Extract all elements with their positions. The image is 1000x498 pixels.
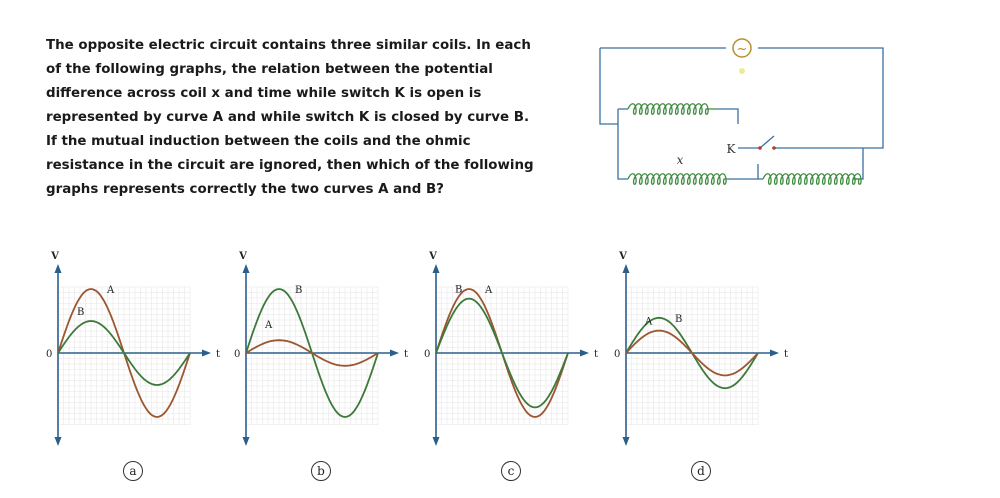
ac-source-icon — [733, 39, 751, 74]
origin-label: 0 — [234, 349, 241, 360]
y-arrow-icon — [623, 264, 630, 273]
x-axis-label: t — [784, 349, 789, 360]
x-arrow-icon — [202, 350, 211, 357]
graph-a — [40, 245, 225, 455]
curve-label: B — [455, 284, 463, 296]
y-arrow-down-icon — [433, 437, 440, 446]
y-arrow-down-icon — [623, 437, 630, 446]
graph-c — [418, 245, 603, 455]
curve-label: A — [485, 285, 493, 296]
curve-label: B — [675, 313, 683, 325]
y-axis-label: V — [239, 251, 247, 262]
circuit-wires — [600, 48, 883, 179]
curve-label: B — [77, 307, 85, 318]
question-line: If the mutual induction between the coils and the ohmic — [46, 134, 471, 149]
x-axis-label: t — [216, 349, 221, 360]
x-arrow-icon — [580, 350, 589, 357]
question-line: resistance in the circuit are ignored, then which of the following — [46, 158, 534, 173]
y-arrow-icon — [243, 264, 250, 273]
option-c-label[interactable]: c — [501, 461, 521, 481]
question-line: represented by curve A and while switch K is closed by curve B. — [46, 110, 530, 125]
grid — [626, 287, 758, 425]
y-arrow-icon — [433, 264, 440, 273]
graph-b — [228, 245, 413, 455]
coil-x-label: x — [676, 153, 684, 167]
y-arrow-icon — [55, 264, 62, 273]
question-line: of the following graphs, the relation between the potential — [46, 62, 493, 77]
question-text — [46, 34, 586, 202]
switch-label: K — [726, 142, 736, 156]
y-arrow-down-icon — [55, 437, 62, 446]
graph-d — [608, 245, 793, 455]
switch-k-icon — [758, 146, 776, 150]
y-axis-label: V — [429, 251, 437, 262]
question-line: difference across coil x and time while switch K is open is — [46, 86, 482, 101]
origin-label: 0 — [46, 349, 53, 360]
curve-label: B — [295, 285, 303, 296]
y-axis-label: V — [51, 251, 59, 262]
curve-label: A — [265, 320, 273, 332]
curve-label: A — [645, 316, 653, 328]
y-axis-label: V — [619, 251, 627, 262]
origin-label: 0 — [424, 349, 431, 360]
top-coil-icon — [628, 104, 718, 115]
option-b-label[interactable]: b — [311, 461, 331, 481]
x-arrow-icon — [390, 350, 399, 357]
circuit-diagram — [588, 24, 900, 204]
question-line: graphs represents correctly the two curves A and B? — [46, 182, 444, 197]
x-arrow-icon — [770, 350, 779, 357]
option-a-label[interactable]: a — [123, 461, 143, 481]
x-axis-label: t — [594, 349, 599, 360]
y-arrow-down-icon — [243, 437, 250, 446]
option-d-label[interactable]: d — [691, 461, 711, 481]
question-line: The opposite electric circuit contains three similar coils. In each — [46, 38, 531, 53]
coil-x-icon — [628, 174, 728, 185]
origin-label: 0 — [614, 349, 621, 360]
coil-k-branch-icon — [763, 174, 861, 185]
x-axis-label: t — [404, 349, 409, 360]
source-symbol: ~ — [736, 42, 748, 57]
curve-label: A — [107, 285, 115, 296]
